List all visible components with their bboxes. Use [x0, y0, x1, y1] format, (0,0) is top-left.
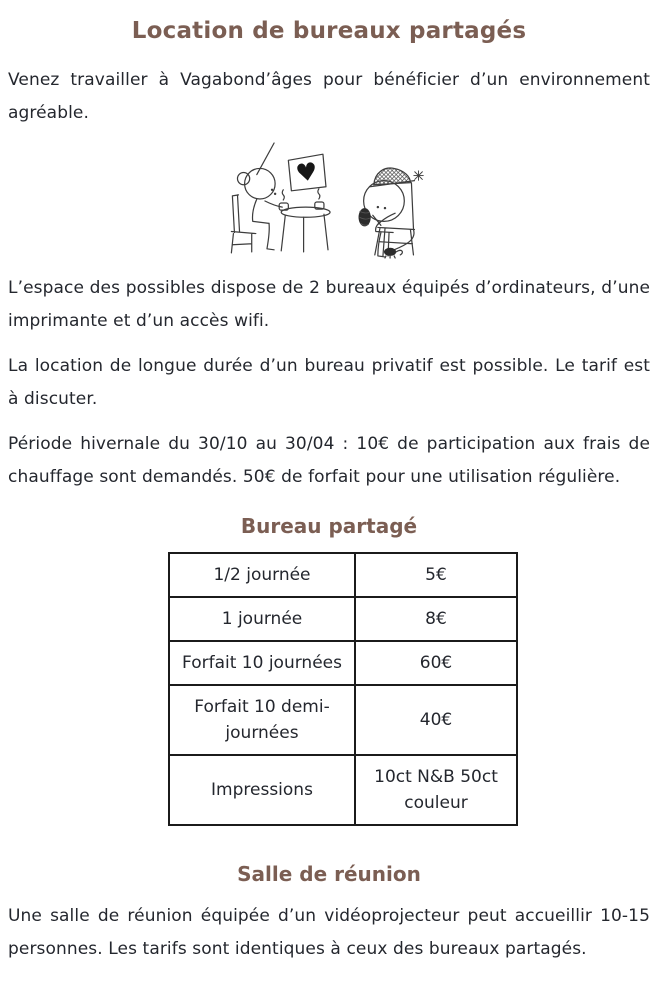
salle-reunion-paragraph: Une salle de réunion équipée d’un vidéoprojecteur peut accueillir 10-15 personnes. Les tarifs sont identiques à ceux des bureaux partagés. [8, 906, 650, 959]
heart-icon: ♥ [293, 156, 320, 189]
table-cell-label: Forfait 10 demi-journées [169, 685, 355, 755]
left-person-figure [231, 168, 282, 252]
coffee-meeting-illustration [229, 142, 429, 262]
table-cell-price: 8€ [355, 597, 517, 641]
espace-paragraph: L’espace des possibles dispose de 2 bureaux équipés d’ordinateurs, d’une imprimante et d’un accès wifi. [8, 278, 650, 331]
right-person-figure [359, 168, 424, 257]
table-cell-price: 5€ [355, 553, 517, 597]
section-heading-salle-de-reunion: Salle de réunion [237, 862, 421, 886]
table-row [169, 553, 517, 597]
periode-paragraph: Période hivernale du 30/10 au 30/04 : 10€ de participation aux frais de chauffage sont demandés. 50€ de forfait pour une utilisation régulière. [8, 434, 650, 487]
section-heading-bureau-partage: Bureau partagé [240, 514, 418, 538]
coffee-meeting-drawing [229, 142, 425, 260]
table-cell-label: 1/2 journée [169, 553, 355, 597]
intro-paragraph: Venez travailler à Vagabond’âges pour bénéficier d’un environnement agréable. [8, 70, 650, 123]
hat [370, 168, 415, 187]
page-title: Location de bureaux partagés [131, 18, 527, 44]
mouse-critter [384, 248, 402, 258]
coffee-table [279, 189, 330, 252]
table-row [169, 755, 517, 825]
table-cell-label: Forfait 10 journées [169, 641, 355, 685]
table-cell-label: Impressions [169, 755, 355, 825]
sparkle-icon [413, 170, 423, 180]
dark-blob [359, 208, 371, 226]
table-cell-price: 10ct N&B 50ct couleur [355, 755, 517, 825]
table-row [169, 685, 517, 755]
pricing-table [168, 552, 518, 826]
table-row [169, 641, 517, 685]
table-cell-price: 60€ [355, 641, 517, 685]
spacer [8, 828, 650, 842]
table-cell-price: 40€ [355, 685, 517, 755]
location-paragraph: La location de longue durée d’un bureau privatif est possible. Le tarif est à discuter. [8, 356, 650, 409]
table-cell-label: 1 journée [169, 597, 355, 641]
heart-picture-frame [288, 154, 326, 191]
table-row [169, 597, 517, 641]
